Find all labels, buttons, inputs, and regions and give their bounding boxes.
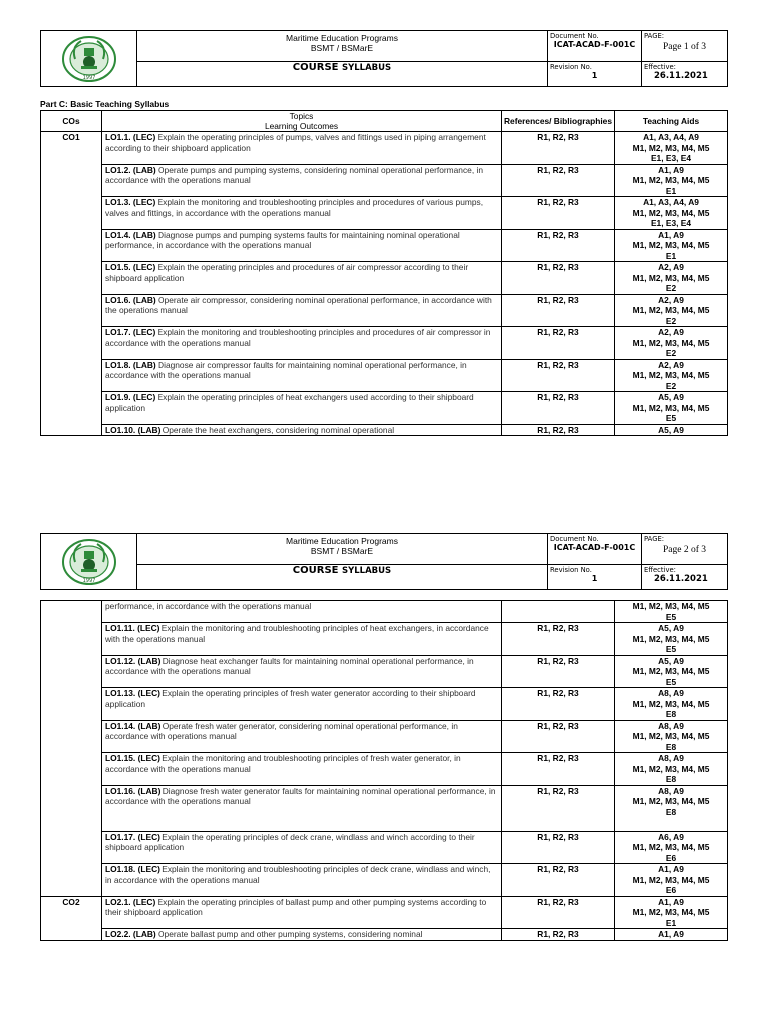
teaching-aids-cell <box>615 785 728 831</box>
teaching-aid-line: A8, A9 <box>658 720 684 731</box>
learning-outcome-cell <box>102 753 502 786</box>
teaching-aid-line: A6, A9 <box>658 831 684 842</box>
teaching-aid-line: A1, A9 <box>658 896 684 907</box>
teaching-aid-line: A8, A9 <box>658 785 684 796</box>
table-header-row <box>41 111 728 132</box>
teaching-aid-line: A1, A9 <box>658 864 684 874</box>
teaching-aid-line: M1, M2, M3, M4, M5 <box>632 842 710 852</box>
references-cell: R1, R2, R3 <box>502 929 615 941</box>
outcome-text: Diagnose air compressor faults for maintaining nominal operational performance, in accordance with the operations manual <box>105 359 467 380</box>
outcome-code: LO1.17. (LEC) <box>105 831 160 842</box>
references-cell: R1, R2, R3 <box>502 262 615 295</box>
teaching-aid-line: E1 <box>665 917 677 928</box>
table-row <box>41 864 728 897</box>
references-cell: R1, R2, R3 <box>502 785 615 831</box>
document-header <box>40 30 728 87</box>
learning-outcome-cell <box>102 294 502 327</box>
outcome-text: Operate ballast pump and other pumping systems, considering nominal <box>158 929 423 939</box>
document-title: COURSE SYLLABUS <box>137 564 548 589</box>
learning-outcome-cell <box>102 327 502 360</box>
references-cell: R1, R2, R3 <box>502 327 615 360</box>
teaching-aid-line: A8, A9 <box>658 753 684 763</box>
page-number: Page 1 of 3 <box>662 42 706 52</box>
teaching-aid-line: A8, A9 <box>658 688 684 698</box>
references-cell: R1, R2, R3 <box>502 688 615 721</box>
teaching-aid-line: E5 <box>665 676 677 687</box>
outcome-text: Operate pumps and pumping systems, considering nominal operational performance, in accordance with the operations manual <box>105 164 483 185</box>
teaching-aid-line: A5, A9 <box>658 392 684 402</box>
co-cell <box>41 655 102 688</box>
col-header-topics: Topics Learning Outcomes <box>102 111 502 132</box>
references-cell: R1, R2, R3 <box>502 831 615 864</box>
outcome-code: LO1.3. (LEC) <box>105 197 156 207</box>
outcome-code: LO1.15. (LEC) <box>105 753 160 763</box>
outcome-text: Operate air compressor, considering nominal operational performance, in accordance with the operations manual <box>105 294 492 315</box>
teaching-aid-line: M1, M2, M3, M4, M5 <box>632 633 710 644</box>
teaching-aid-line: A2, A9 <box>658 359 684 370</box>
co-cell <box>41 262 102 295</box>
outcome-text: Explain the operating principles of pumps, valves and fittings used in piping arrangement according to their shipboard application <box>105 132 486 153</box>
outcome-code: LO1.18. (LEC) <box>105 864 160 874</box>
outcome-code: LO2.2. (LAB) <box>105 929 156 939</box>
teaching-aid-line: E5 <box>665 611 677 622</box>
table-row <box>41 392 728 425</box>
teaching-aid-line: M1, M2, M3, M4, M5 <box>632 402 710 413</box>
outcome-text: performance, in accordance with the operations manual <box>105 601 312 611</box>
learning-outcome-cell <box>102 655 502 688</box>
outcome-text: Operate the heat exchangers, considering nominal operational <box>162 424 395 435</box>
outcome-text: Explain the operating principles of ballast pump and other pumping systems according to their shipboard application <box>105 896 487 917</box>
outcome-code: LO1.14. (LAB) <box>105 720 161 731</box>
teaching-aid-line: M1, M2, M3, M4, M5 <box>632 337 710 348</box>
outcome-text: Operate fresh water generator, considering nominal operational performance, in accordance with operations manual <box>105 720 458 741</box>
teaching-aid-line: M1, M2, M3, M4, M5 <box>632 175 710 185</box>
teaching-aids-cell <box>615 229 728 262</box>
references-cell: R1, R2, R3 <box>502 392 615 425</box>
page-cell: PAGE: Page 2 of 3 <box>642 534 728 565</box>
teaching-aid-line: M1, M2, M3, M4, M5 <box>632 763 710 774</box>
teaching-aid-line: E8 <box>665 741 677 752</box>
table-row <box>41 132 728 165</box>
teaching-aid-line: E2 <box>665 348 677 358</box>
effective-cell: Effective: 26.11.2021 <box>642 564 728 589</box>
outcome-code: LO1.12. (LAB) <box>105 655 161 666</box>
teaching-aid-line: M1, M2, M3, M4, M5 <box>632 698 710 709</box>
teaching-aids-cell <box>615 655 728 688</box>
teaching-aid-line: A2, A9 <box>658 327 684 337</box>
teaching-aid-line: E2 <box>665 380 677 391</box>
outcome-text: Explain the monitoring and troubleshooting principles and procedures of various pumps, valves and fittings, in accordance with the operations manual <box>105 197 484 218</box>
outcome-text: Diagnose fresh water generator faults for maintaining nominal operational performance, in accordance with the operations manual <box>105 785 496 806</box>
teaching-aid-line: A1, A3, A4, A9 <box>643 197 699 207</box>
table-row <box>41 785 728 831</box>
teaching-aid-line: E1, E3, E4 <box>650 153 692 163</box>
svg-text:1997: 1997 <box>82 74 95 81</box>
references-cell: R1, R2, R3 <box>502 623 615 656</box>
outcome-text: Explain the monitoring and troubleshooting principles of deck crane, windlass and winch, in accordance with the operations manual <box>105 864 491 885</box>
outcome-text: Explain the monitoring and troubleshooting principles and procedures of air compressor in accordance with the operations manual <box>105 327 491 348</box>
learning-outcome-cell <box>102 623 502 656</box>
outcome-text: Explain the operating principles and procedures of air compressor according to their shipboard application <box>105 262 469 283</box>
teaching-aids-cell <box>615 359 728 392</box>
outcome-code: LO1.7. (LEC) <box>105 327 156 337</box>
outcome-text: Explain the monitoring and troubleshooting principles of heat exchangers, in accordance with the operations manual <box>105 623 489 644</box>
doc-no-cell: Document No. ICAT-ACAD-F-001C <box>548 31 642 62</box>
learning-outcome-cell <box>102 864 502 897</box>
teaching-aid-line: M1, M2, M3, M4, M5 <box>632 370 710 380</box>
co-cell <box>41 753 102 786</box>
outcome-text: Explain the operating principles of heat exchangers used according to their shipboard application <box>105 392 474 413</box>
references-cell: R1, R2, R3 <box>502 359 615 392</box>
seal-icon <box>61 35 117 83</box>
teaching-aids-cell <box>615 720 728 753</box>
page-cell: PAGE: Page 1 of 3 <box>642 31 728 62</box>
outcome-code: LO1.4. (LAB) <box>105 229 156 240</box>
references-cell <box>502 601 615 623</box>
table-row <box>41 896 728 929</box>
table-row <box>41 720 728 753</box>
learning-outcome-cell <box>102 424 502 436</box>
co-cell <box>41 164 102 197</box>
teaching-aids-cell <box>615 831 728 864</box>
outcome-code: LO1.9. (LEC) <box>105 392 156 402</box>
learning-outcome-cell <box>102 929 502 941</box>
teaching-aid-line: E8 <box>665 709 677 719</box>
teaching-aid-line: A1, A3, A4, A9 <box>643 132 699 142</box>
page-number: Page 2 of 3 <box>662 545 706 555</box>
teaching-aids-cell <box>615 929 728 941</box>
co-cell <box>41 785 102 831</box>
section-title: Part C: Basic Teaching Syllabus <box>40 99 170 109</box>
references-cell: R1, R2, R3 <box>502 753 615 786</box>
teaching-aid-line: M1, M2, M3, M4, M5 <box>632 272 710 283</box>
teaching-aid-line: E1, E3, E4 <box>650 218 692 228</box>
co-cell: CO2 <box>41 896 102 929</box>
teaching-aid-line: M1, M2, M3, M4, M5 <box>632 601 710 611</box>
learning-outcome-cell <box>102 392 502 425</box>
teaching-aid-line: E6 <box>665 852 677 863</box>
seal-icon <box>61 538 117 586</box>
co-cell <box>41 327 102 360</box>
learning-outcome-cell <box>102 262 502 295</box>
co-cell <box>41 424 102 436</box>
teaching-aid-line: M1, M2, M3, M4, M5 <box>632 240 710 250</box>
teaching-aid-line: E5 <box>665 413 677 423</box>
teaching-aid-line: A5, A9 <box>658 655 684 666</box>
teaching-aid-line: E1 <box>665 250 677 261</box>
outcome-code: LO1.5. (LEC) <box>105 262 156 272</box>
references-cell: R1, R2, R3 <box>502 197 615 230</box>
syllabus-table <box>40 600 728 941</box>
co-cell <box>41 688 102 721</box>
outcome-code: LO1.11. (LEC) <box>105 623 160 633</box>
outcome-code: LO1.1. (LEC) <box>105 132 156 142</box>
teaching-aids-cell <box>615 424 728 436</box>
teaching-aid-line: E1 <box>665 185 677 196</box>
teaching-aid-line: M1, M2, M3, M4, M5 <box>632 796 710 806</box>
table-row <box>41 929 728 941</box>
teaching-aid-line: A2, A9 <box>658 294 684 305</box>
teaching-aids-cell <box>615 753 728 786</box>
co-cell <box>41 229 102 262</box>
table-row <box>41 359 728 392</box>
table-row <box>41 327 728 360</box>
teaching-aid-line: M1, M2, M3, M4, M5 <box>632 142 710 153</box>
teaching-aids-cell <box>615 197 728 230</box>
svg-text:1997: 1997 <box>82 577 95 584</box>
teaching-aids-cell <box>615 896 728 929</box>
revision-cell: Revision No. 1 <box>548 61 642 86</box>
teaching-aid-line: E6 <box>665 885 677 895</box>
table-row <box>41 688 728 721</box>
teaching-aid-line: A2, A9 <box>658 262 684 272</box>
learning-outcome-cell <box>102 896 502 929</box>
table-row <box>41 655 728 688</box>
teaching-aids-cell <box>615 392 728 425</box>
table-row <box>41 623 728 656</box>
learning-outcome-cell <box>102 785 502 831</box>
teaching-aid-line: E8 <box>665 806 677 817</box>
references-cell: R1, R2, R3 <box>502 655 615 688</box>
table-row <box>41 601 728 623</box>
outcome-code: LO1.6. (LAB) <box>105 294 156 305</box>
co-cell <box>41 623 102 656</box>
references-cell: R1, R2, R3 <box>502 294 615 327</box>
table-row <box>41 164 728 197</box>
teaching-aids-cell <box>615 294 728 327</box>
org-name: Maritime Education Programs BSMT / BSMarE <box>137 31 548 62</box>
teaching-aid-line: A5, A9 <box>658 424 684 435</box>
references-cell: R1, R2, R3 <box>502 229 615 262</box>
learning-outcome-cell <box>102 197 502 230</box>
co-cell <box>41 359 102 392</box>
references-cell: R1, R2, R3 <box>502 896 615 929</box>
teaching-aids-cell <box>615 164 728 197</box>
teaching-aid-line: M1, M2, M3, M4, M5 <box>632 305 710 315</box>
teaching-aids-cell <box>615 262 728 295</box>
learning-outcome-cell <box>102 601 502 623</box>
outcome-code: LO1.10. (LAB) <box>105 424 161 435</box>
co-cell: CO1 <box>41 132 102 165</box>
learning-outcome-cell <box>102 359 502 392</box>
table-row <box>41 262 728 295</box>
outcome-code: LO1.8. (LAB) <box>105 359 156 370</box>
learning-outcome-cell <box>102 831 502 864</box>
outcome-code: LO1.13. (LEC) <box>105 688 160 698</box>
doc-no-cell: Document No. ICAT-ACAD-F-001C <box>548 534 642 565</box>
learning-outcome-cell <box>102 229 502 262</box>
document-header <box>40 533 728 590</box>
outcome-code: LO1.16. (LAB) <box>105 785 161 796</box>
references-cell: R1, R2, R3 <box>502 164 615 197</box>
table-row <box>41 229 728 262</box>
teaching-aids-cell <box>615 688 728 721</box>
teaching-aid-line: M1, M2, M3, M4, M5 <box>632 907 710 917</box>
teaching-aids-cell <box>615 327 728 360</box>
co-cell <box>41 929 102 941</box>
org-name: Maritime Education Programs BSMT / BSMarE <box>137 534 548 565</box>
references-cell: R1, R2, R3 <box>502 424 615 436</box>
teaching-aid-line: A5, A9 <box>658 623 684 633</box>
learning-outcome-cell <box>102 132 502 165</box>
effective-cell: Effective: 26.11.2021 <box>642 61 728 86</box>
outcome-text: Explain the monitoring and troubleshooting principles of fresh water generator, in accordance with the operations manual <box>105 753 461 774</box>
syllabus-table <box>40 110 728 436</box>
teaching-aid-line: M1, M2, M3, M4, M5 <box>632 666 710 676</box>
syllabus-page-1 <box>40 30 727 436</box>
co-cell <box>41 831 102 864</box>
syllabus-page-2 <box>40 533 727 941</box>
learning-outcome-cell <box>102 720 502 753</box>
teaching-aid-line: E2 <box>665 315 677 326</box>
table-row <box>41 831 728 864</box>
table-row <box>41 197 728 230</box>
references-cell: R1, R2, R3 <box>502 720 615 753</box>
teaching-aid-line: M1, M2, M3, M4, M5 <box>632 207 710 218</box>
document-title: COURSE SYLLABUS <box>137 61 548 86</box>
teaching-aid-line: E2 <box>665 283 677 293</box>
teaching-aid-line: E8 <box>665 774 677 784</box>
outcome-code: LO2.1. (LEC) <box>105 896 156 907</box>
teaching-aid-line: A1, A9 <box>658 229 684 240</box>
teaching-aid-line: A1, A9 <box>658 164 684 175</box>
co-cell <box>41 392 102 425</box>
outcome-text: Diagnose heat exchanger faults for maintaining nominal operational performance, in accordance with the operations manual <box>105 655 474 676</box>
teaching-aids-cell <box>615 601 728 623</box>
outcome-text: Explain the operating principles of fresh water generator according to their shipboard application <box>105 688 476 709</box>
teaching-aid-line: E5 <box>665 644 677 654</box>
school-logo <box>41 31 137 87</box>
table-row <box>41 294 728 327</box>
co-cell <box>41 294 102 327</box>
teaching-aid-line: M1, M2, M3, M4, M5 <box>632 874 710 885</box>
learning-outcome-cell <box>102 688 502 721</box>
teaching-aid-line: M1, M2, M3, M4, M5 <box>632 731 710 741</box>
col-header-teaching-aids: Teaching Aids <box>615 111 728 132</box>
col-header-cos: COs <box>41 111 102 132</box>
references-cell: R1, R2, R3 <box>502 132 615 165</box>
table-row <box>41 753 728 786</box>
teaching-aids-cell <box>615 132 728 165</box>
co-cell <box>41 197 102 230</box>
co-cell <box>41 720 102 753</box>
revision-cell: Revision No. 1 <box>548 564 642 589</box>
teaching-aids-cell <box>615 864 728 897</box>
teaching-aids-cell <box>615 623 728 656</box>
references-cell: R1, R2, R3 <box>502 864 615 897</box>
teaching-aid-line: A1, A9 <box>658 929 684 939</box>
table-row <box>41 424 728 436</box>
outcome-code: LO1.2. (LAB) <box>105 164 156 175</box>
outcome-text: Diagnose pumps and pumping systems faults for maintaining nominal operational performance, in accordance with the operations manual <box>105 229 460 250</box>
outcome-text: Explain the operating principles of deck crane, windlass and winch according to their shipboard application <box>105 831 475 852</box>
co-cell <box>41 601 102 623</box>
school-logo <box>41 534 137 590</box>
learning-outcome-cell <box>102 164 502 197</box>
col-header-references: References/ Bibliographies <box>502 111 615 132</box>
co-cell <box>41 864 102 897</box>
